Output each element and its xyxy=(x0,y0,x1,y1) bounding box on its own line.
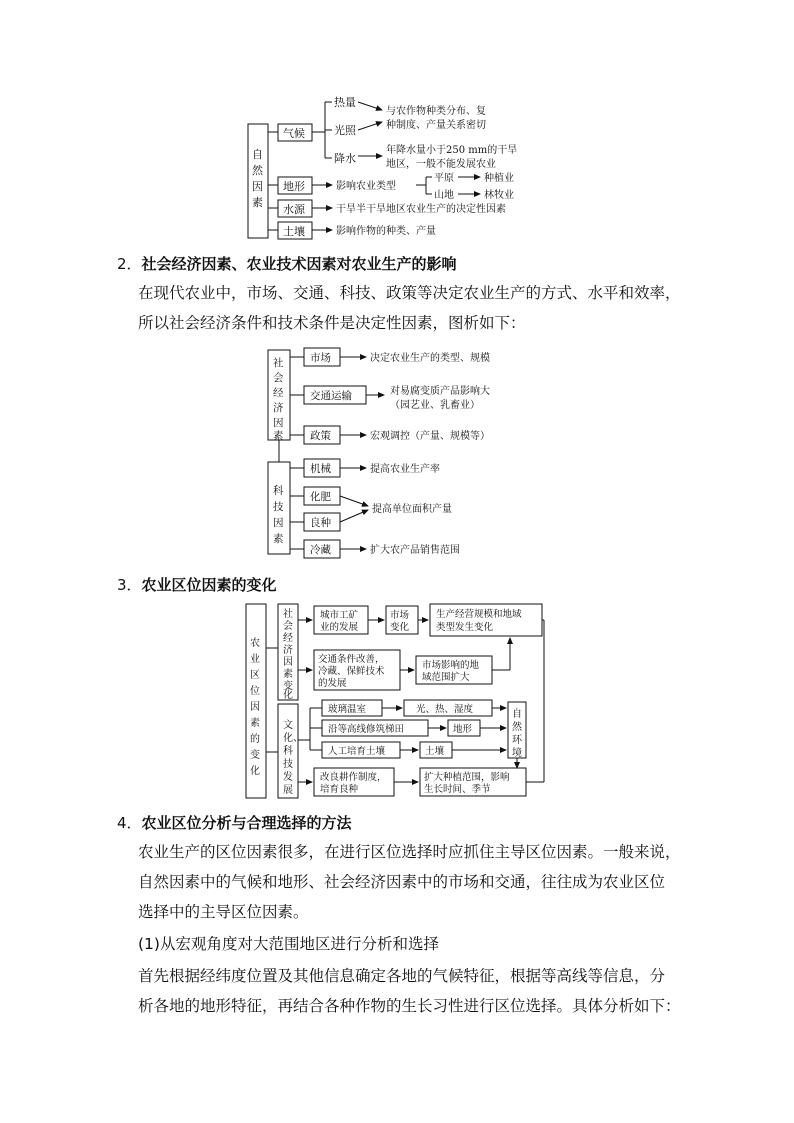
transport-label: 交通运输 xyxy=(310,390,352,402)
heat-light-note-2: 种制度、产量关系密切 xyxy=(386,120,486,131)
social-change-char5: 因 xyxy=(283,657,293,668)
section-4-para2-line2: 析各地的地形特征，再结合各种作物的生长习性进行区位选择。具体分析如下： xyxy=(138,997,681,1015)
yield-note: 提高单位面积产量 xyxy=(372,504,452,515)
plain-label: 平原 xyxy=(434,173,454,184)
natural-root-char2: 然 xyxy=(252,164,263,177)
change-root-char3: 区 xyxy=(250,670,260,681)
change-root-char2: 业 xyxy=(250,654,260,665)
machine-label: 机械 xyxy=(310,463,331,475)
terrace-label: 沿等高线修筑梯田 xyxy=(328,724,405,735)
social-root-char6: 素 xyxy=(273,430,284,442)
natural-factors-diagram xyxy=(240,92,560,242)
market-change-1: 市场 xyxy=(390,610,410,621)
natural-env-char1: 自 xyxy=(512,709,522,720)
section-3-number: 3． xyxy=(117,576,142,594)
section-4-para1-line3: 选择中的主导区位因素。 xyxy=(138,903,309,921)
expand-1: 扩大种植范围，影响 xyxy=(424,772,510,783)
culture-char5: 发 xyxy=(283,772,293,783)
change-root-char5: 因 xyxy=(250,702,260,713)
section-4-heading xyxy=(117,812,352,833)
heat-light-note-1: 与农作物种类分布、复 xyxy=(386,106,486,117)
storage-note: 扩大农产品销售范围 xyxy=(370,545,460,556)
rain-note-1: 年降水量小于250 mm的干旱 xyxy=(386,145,518,156)
natural-env-char3: 环 xyxy=(512,735,522,746)
section-4-para1-line2: 自然因素中的气候和地形、社会经济因素中的市场和交通，往往成为农业区位 xyxy=(138,873,666,891)
natural-root-char4: 素 xyxy=(252,196,263,209)
seed-label: 良种 xyxy=(310,517,331,529)
social-change-char2: 会 xyxy=(283,621,293,632)
storage-label: 冷藏 xyxy=(310,544,331,556)
mountain-result: 林牧业 xyxy=(484,190,514,201)
terrain-note: 影响农业类型 xyxy=(336,181,396,192)
transport-change-3: 的发展 xyxy=(318,678,347,689)
natural-env-char2: 然 xyxy=(512,722,522,733)
social-change-char7: 变 xyxy=(283,681,293,692)
tech-root-char1: 科 xyxy=(273,485,284,497)
city-1: 城市工矿 xyxy=(320,610,359,621)
social-root-char4: 济 xyxy=(273,402,284,414)
culture-char2: 化、 xyxy=(283,733,303,744)
scale-1: 生产经营规模和地域 xyxy=(436,609,522,620)
section-2-heading xyxy=(117,253,457,274)
section-2-number: 2． xyxy=(117,255,142,273)
terrain-label: 地形 xyxy=(283,180,305,193)
market-change-2: 变化 xyxy=(390,622,410,633)
natural-root-char3: 因 xyxy=(252,180,263,193)
social-change-char3: 经 xyxy=(283,633,293,644)
social-tech-factors-diagram xyxy=(262,344,522,562)
market-label: 市场 xyxy=(310,352,331,364)
section-3-title: 农业区位因素的变化 xyxy=(141,576,277,594)
natural-root-char1: 自 xyxy=(252,148,263,161)
tech-root-char3: 因 xyxy=(273,517,284,529)
transport-change-1: 交通条件改善， xyxy=(318,654,385,665)
scale-2: 类型发生变化 xyxy=(436,622,494,633)
soil-note: 影响作物的种类、产量 xyxy=(336,226,436,237)
soil-label: 土壤 xyxy=(283,225,305,238)
water-label: 水源 xyxy=(283,203,305,216)
social-change-char8: 化 xyxy=(283,690,293,701)
soil-change-label: 土壤 xyxy=(425,746,445,757)
rain-label: 降水 xyxy=(334,152,356,165)
tech-root-char2: 技 xyxy=(273,501,284,513)
fertilizer-label: 化肥 xyxy=(310,491,331,503)
expand-2: 生长时间、季节 xyxy=(424,784,491,795)
section-2-para-line2: 所以社会经济条件和技术条件是决定性因素，图析如下： xyxy=(138,314,526,332)
culture-char6: 展 xyxy=(283,785,293,796)
light-label: 光照 xyxy=(334,124,356,137)
city-2: 业的发展 xyxy=(320,622,359,633)
section-4-para2-line1: 首先根据经纬度位置及其他信息确定各地的气候特征，根据等高线等信息，分 xyxy=(138,967,666,985)
policy-note: 宏观调控（产量、规模等） xyxy=(370,431,490,442)
transport-note-1: 对易腐变质产品影响大 xyxy=(390,386,490,397)
market-range-1: 市场影响的地 xyxy=(422,660,480,671)
rain-note-2: 地区，一般不能发展农业 xyxy=(386,159,496,170)
culture-char3: 科 xyxy=(283,746,293,757)
section-2-para-line1: 在现代农业中，市场、交通、科技、政策等决定农业生产的方式、水平和效率， xyxy=(138,284,681,302)
market-range-2: 域范围扩大 xyxy=(422,672,470,683)
policy-label: 政策 xyxy=(310,430,331,442)
water-note: 干旱半干旱地区农业生产的决定性因素 xyxy=(336,204,506,215)
culture-char4: 技 xyxy=(283,759,293,770)
change-root-char6: 素 xyxy=(250,718,260,729)
transport-note-2: （园艺业、乳畜业） xyxy=(390,400,480,411)
improve-1: 改良耕作制度， xyxy=(320,772,387,783)
social-root-char2: 会 xyxy=(273,372,284,384)
section-2-title: 社会经济因素、农业技术因素对农业生产的影响 xyxy=(141,255,457,273)
market-note: 决定农业生产的类型、规模 xyxy=(370,353,490,364)
change-root-char7: 的 xyxy=(250,734,260,745)
improve-2: 培育良种 xyxy=(320,784,359,795)
social-root-char3: 经 xyxy=(273,387,284,399)
section-4-sub1: (1)从宏观角度对大范围地区进行分析和选择 xyxy=(138,935,439,953)
greenhouse-label: 玻璃温室 xyxy=(328,704,367,715)
climate-label: 气候 xyxy=(283,127,305,140)
section-4-para1-line1: 农业生产的区位因素很多，在进行区位选择时应抓住主导区位因素。一般来说， xyxy=(138,843,681,861)
machine-note: 提高农业生产率 xyxy=(370,464,440,475)
heat-label: 热量 xyxy=(334,96,356,109)
tech-root-char4: 素 xyxy=(273,533,284,545)
change-root-char8: 变 xyxy=(250,750,260,761)
soil-cultivation-label: 人工培育土壤 xyxy=(328,746,386,757)
terrain-change-label: 地形 xyxy=(453,724,473,735)
section-4-number: 4． xyxy=(117,814,142,832)
plain-result: 种植业 xyxy=(484,173,514,184)
social-change-char6: 素 xyxy=(283,669,293,680)
culture-char1: 文 xyxy=(283,720,293,731)
natural-env-char4: 境 xyxy=(512,748,522,759)
section-3-heading xyxy=(117,574,277,595)
change-root-char1: 农 xyxy=(250,638,260,649)
location-factor-change-diagram xyxy=(240,600,560,802)
social-root-char5: 因 xyxy=(273,417,284,429)
social-change-char1: 社 xyxy=(283,609,293,620)
transport-change-2: 冷藏、保鲜技术 xyxy=(318,666,385,677)
change-root-char9: 化 xyxy=(250,766,260,777)
change-root-char4: 位 xyxy=(250,686,260,697)
social-change-char4: 济 xyxy=(283,645,293,656)
mountain-label: 山地 xyxy=(434,190,454,201)
section-4-title: 农业区位分析与合理选择的方法 xyxy=(141,814,352,832)
social-root-char1: 社 xyxy=(273,357,284,369)
light-heat-humidity-label: 光、热、湿度 xyxy=(416,704,474,715)
